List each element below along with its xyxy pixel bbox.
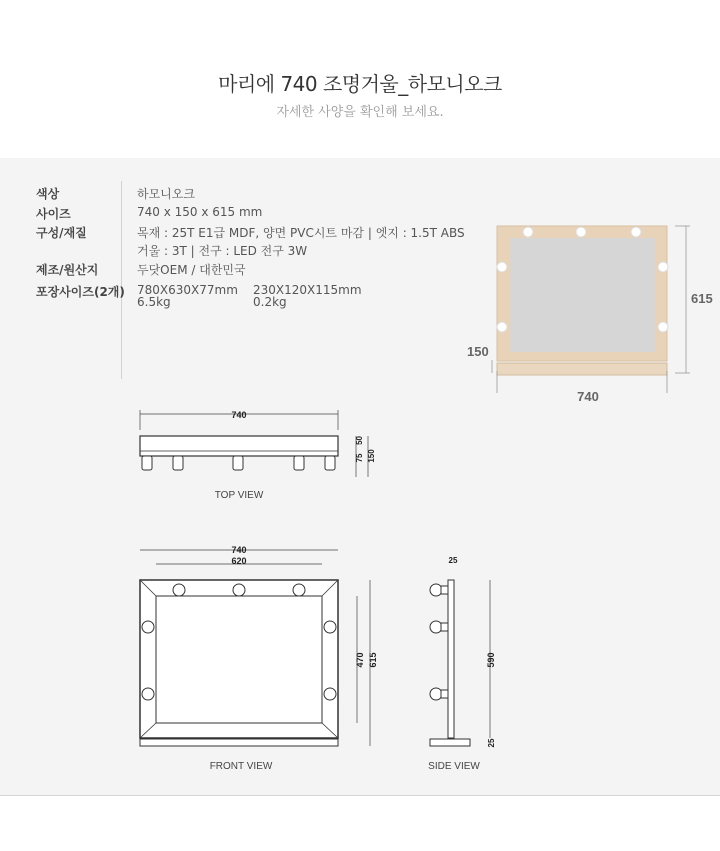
side-view-socket	[441, 690, 448, 698]
spec-divider	[121, 181, 122, 379]
spec-value-size: 740 x 150 x 615 mm	[137, 205, 263, 219]
top-view-bulb	[233, 456, 243, 470]
photo-mirror	[510, 238, 655, 352]
package-box1-weight: 6.5kg	[137, 295, 171, 309]
side-view-bulbs	[430, 584, 448, 700]
top-view-dim-50: 50	[355, 436, 364, 445]
top-view-bulbs	[142, 456, 335, 470]
side-view-socket	[441, 623, 448, 631]
photo-bulb	[658, 262, 668, 272]
photo-bulb	[497, 322, 507, 332]
spec-value-material-2: 거울 : 3T | 전구 : LED 전구 3W	[137, 244, 308, 258]
top-view-body	[140, 436, 338, 456]
photo-bulb	[631, 227, 641, 237]
side-view-base-height: 25	[487, 738, 496, 748]
spec-value-origin: 두닷OEM / 대한민국	[137, 263, 246, 277]
front-view-bulb	[293, 584, 305, 596]
side-view-caption: SIDE VIEW	[428, 761, 480, 772]
side-view-height: 590	[486, 652, 496, 668]
top-view-dim-75: 75	[355, 453, 364, 463]
spec-label-package: 포장사이즈(2개)	[36, 285, 125, 299]
photo-height-label: 615	[691, 291, 713, 306]
side-view-panel	[448, 580, 454, 738]
page-title: 마리에 740 조명거울_하모니오크	[218, 72, 502, 96]
photo-bulb	[658, 322, 668, 332]
side-view-bulb	[430, 584, 442, 596]
side-view-socket	[441, 586, 448, 594]
top-view-bulb	[173, 456, 183, 470]
spec-label-color: 색상	[36, 187, 60, 201]
front-view-outer-width: 740	[231, 545, 247, 555]
top-view-bulb	[142, 456, 152, 470]
photo-bulb	[497, 262, 507, 272]
spec-label-origin: 제조/원산지	[36, 263, 99, 277]
front-view-outer-height: 615	[368, 652, 378, 668]
spec-label-material: 구성/재질	[36, 226, 87, 240]
top-view-caption: TOP VIEW	[214, 490, 264, 501]
front-view-inner-height: 470	[355, 652, 365, 668]
front-view-inner-width: 620	[231, 556, 247, 566]
photo-bulb	[576, 227, 586, 237]
side-view-base	[430, 739, 470, 746]
front-view-bulb	[233, 584, 245, 596]
package-box2-size: 230X120X115mm	[253, 283, 362, 297]
photo-bulb	[523, 227, 533, 237]
package-box1-size: 780X630X77mm	[137, 283, 238, 297]
top-view-drawing	[120, 400, 400, 510]
top-view-bulb	[294, 456, 304, 470]
side-view-bulb	[430, 621, 442, 633]
front-view-bulb	[142, 621, 154, 633]
top-view-bulb	[325, 456, 335, 470]
photo-shelf	[497, 363, 667, 375]
front-view-drawing	[120, 540, 390, 780]
front-view-caption: FRONT VIEW	[209, 761, 273, 772]
top-view-width-label: 740	[231, 410, 247, 420]
side-view-bulb	[430, 688, 442, 700]
front-view-bulb	[324, 688, 336, 700]
package-box2-weight: 0.2kg	[253, 295, 287, 309]
spec-value-material: 목재 : 25T E1급 MDF, 양면 PVC시트 마감 | 엣지 : 1.5T ABS	[137, 226, 465, 240]
product-photo	[460, 215, 720, 410]
spec-value-color: 하모니오크	[137, 187, 195, 201]
front-view-bulb	[324, 621, 336, 633]
photo-depth-label: 150	[467, 344, 489, 359]
side-view-drawing	[410, 540, 520, 780]
front-view-shelf	[140, 739, 338, 746]
page-subtitle: 자세한 사양을 확인해 보세요.	[276, 105, 444, 120]
front-view-mirror	[156, 596, 322, 723]
photo-width-label: 740	[577, 389, 599, 404]
side-view-top-depth: 25	[448, 556, 458, 565]
spec-label-size: 사이즈	[36, 207, 71, 221]
top-view-dim-150: 150	[367, 449, 376, 463]
front-view-bulb	[173, 584, 185, 596]
front-view-bulb	[142, 688, 154, 700]
